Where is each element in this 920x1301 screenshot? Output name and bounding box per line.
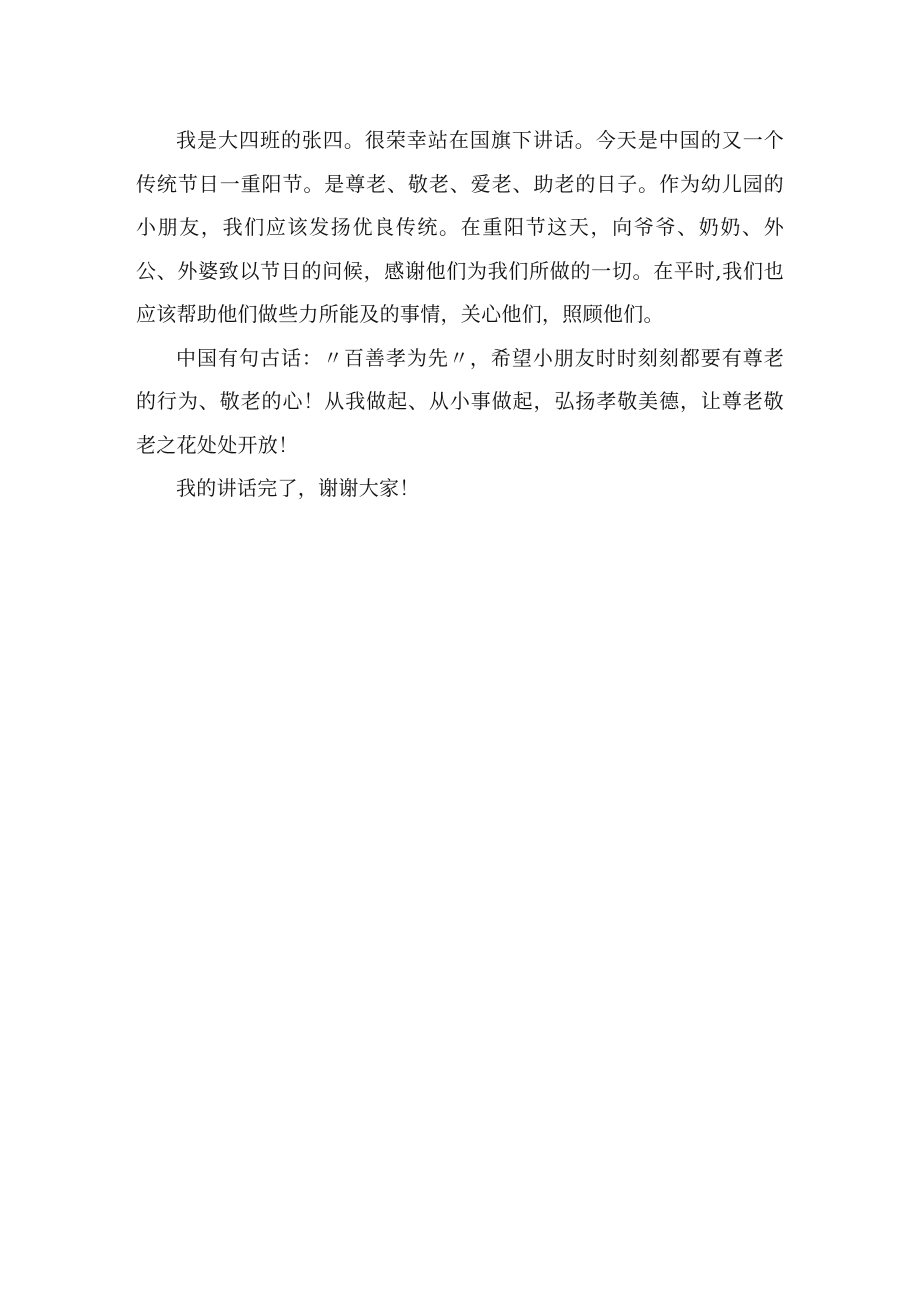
speech-body (136, 119, 784, 511)
paragraph-3: 我的讲话完了，谢谢大家！ (176, 476, 420, 500)
paragraph-2: 中国有句古话：〃百善孝为先〃，希望小朋友时时刻刻都要有尊老的行为、敬老的心！从我做起、从小事做起，弘扬孝敬美德，让尊老敬老之花处处开放！ (136, 345, 784, 457)
paragraph-1: 我是大四班的张四。很荣幸站在国旗下讲话。今天是中国的又一个传统节日一重阳节。是尊老、敬老、爱老、助老的日子。作为幼儿园的小朋友，我们应该发扬优良传统。在重阳节这天，向爷爷、奶奶、外公、外婆致以节日的问候，感谢他们为我们所做的一切。在平时,我们也应该帮助他们做些力所能及的事情，关心他们，照顾他们。 (136, 128, 784, 326)
